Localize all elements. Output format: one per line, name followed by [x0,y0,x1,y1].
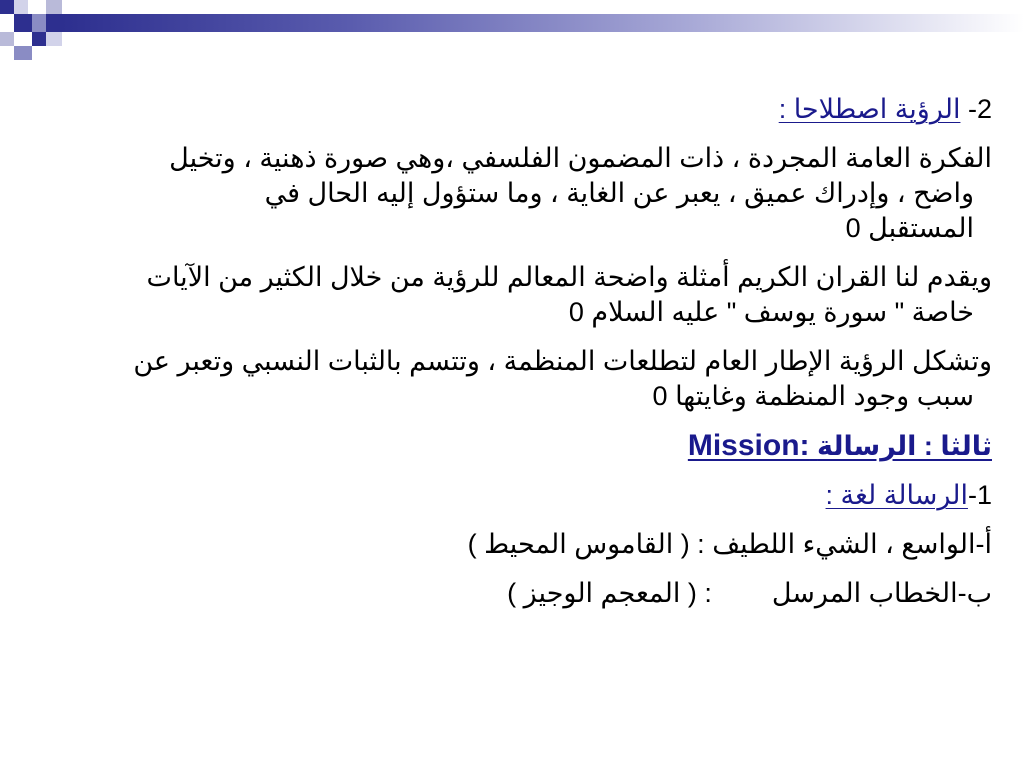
header-gradient-bar [62,14,1024,32]
section-heading-mission-language [12,478,992,513]
decor-square [0,32,14,46]
slide-decoration [0,0,1024,62]
mission-heading-english: Mission: [687,429,810,462]
section-number: 2- [967,94,992,124]
decor-square [32,32,46,46]
decor-square [14,0,28,14]
definition-term: ب-الخطاب المرسل [771,578,992,608]
decor-square [46,32,62,46]
paragraph-line: خاصة " سورة يوسف " عليه السلام 0 [568,297,974,327]
section-heading-mission [12,428,992,464]
decor-square [46,0,62,14]
paragraph-vision-framework [12,344,992,414]
decor-square [32,14,46,32]
section-title: الرؤية اصطلاحا : [778,94,961,124]
definition-source: : ( المعجم الوجيز ) [507,578,712,608]
decor-square [14,14,32,32]
paragraph-line: وتشكل الرؤية الإطار العام لتطلعات المنظمة ، وتتسم بالثبات النسبي وتعبر عن [133,346,992,376]
paragraph-line: سبب وجود المنظمة وغايتها 0 [652,381,974,411]
definition-text: أ-الواسع ، الشيء اللطيف : ( القاموس المحيط ) [467,529,992,559]
paragraph-line: المستقبل 0 [845,213,974,243]
definition-a [12,527,992,562]
mission-heading-arabic: ثالثا : الرسالة [817,431,992,461]
section-number: 1- [967,480,992,510]
paragraph-line: واضح ، وإدراك عميق ، يعبر عن الغاية ، وما ستؤول إليه الحال في [264,178,974,208]
decor-square [28,0,46,14]
definition-b [12,576,992,611]
decor-square [46,14,62,32]
paragraph-vision-definition [12,141,992,246]
decor-square [14,46,32,60]
paragraph-quran-example [12,260,992,330]
slide-body [12,92,992,625]
paragraph-line: الفكرة العامة المجردة ، ذات المضمون الفلسفي ،وهي صورة ذهنية ، وتخيل [169,143,992,173]
decor-square [0,0,14,14]
paragraph-line: ويقدم لنا القران الكريم أمثلة واضحة المعالم للرؤية من خلال الكثير من الآيات [146,262,992,292]
section-title: الرسالة لغة : [825,480,968,510]
section-heading-vision-term [12,92,992,127]
